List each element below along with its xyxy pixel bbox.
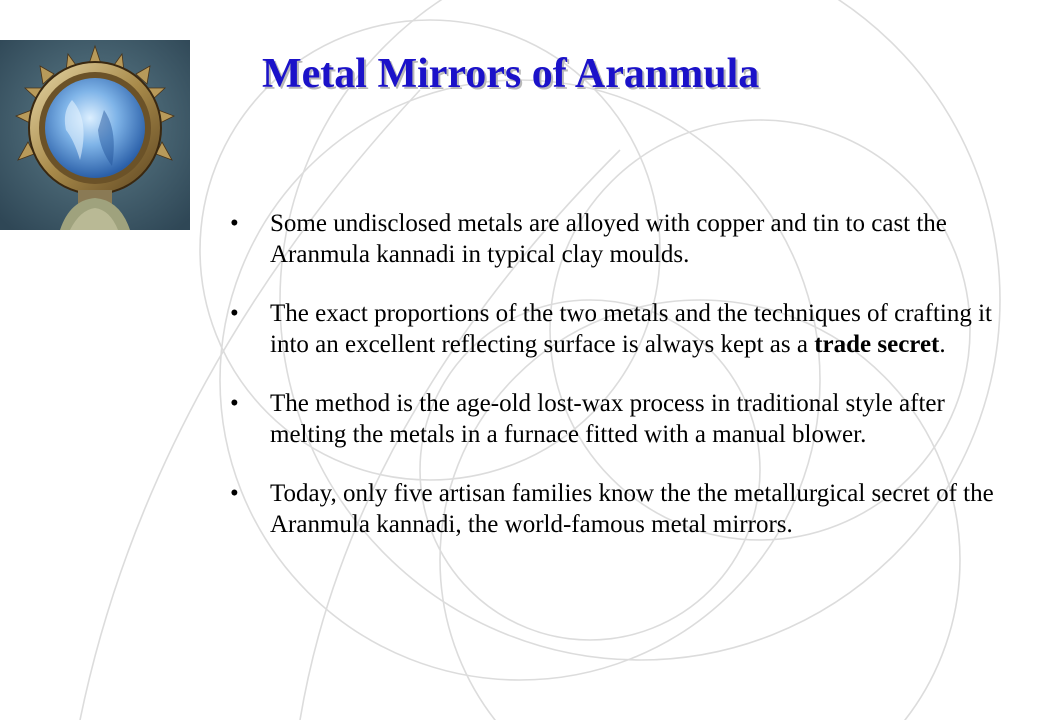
bullet-text: The method is the age-old lost-wax process in traditional style after melting the metals in a furnace fitted with a manual blower. [270,390,945,448]
bullet-text: The exact proportions of the two metals and the techniques of crafting it into an excellent reflecting surface is always kept as a [270,300,992,358]
mirror-photo [0,40,190,230]
bullet-item [228,388,1018,450]
bullet-item [228,208,1018,270]
bullet-text: Some undisclosed metals are alloyed with copper and tin to cast the Aranmula kannadi in typical clay moulds. [270,210,947,268]
bullet-text-end: . [939,331,946,358]
slide-title: Metal Mirrors of Aranmula [262,51,760,97]
bullet-text: Today, only five artisan families know the the metallurgical secret of the Aranmula kannadi, the world-famous metal mirrors. [270,480,994,538]
bullet-list [228,208,1018,540]
bullet-item [228,298,1018,360]
bullet-emphasis: trade secret [814,331,940,358]
mirror-icon [0,40,190,230]
bullet-item [228,478,1018,540]
